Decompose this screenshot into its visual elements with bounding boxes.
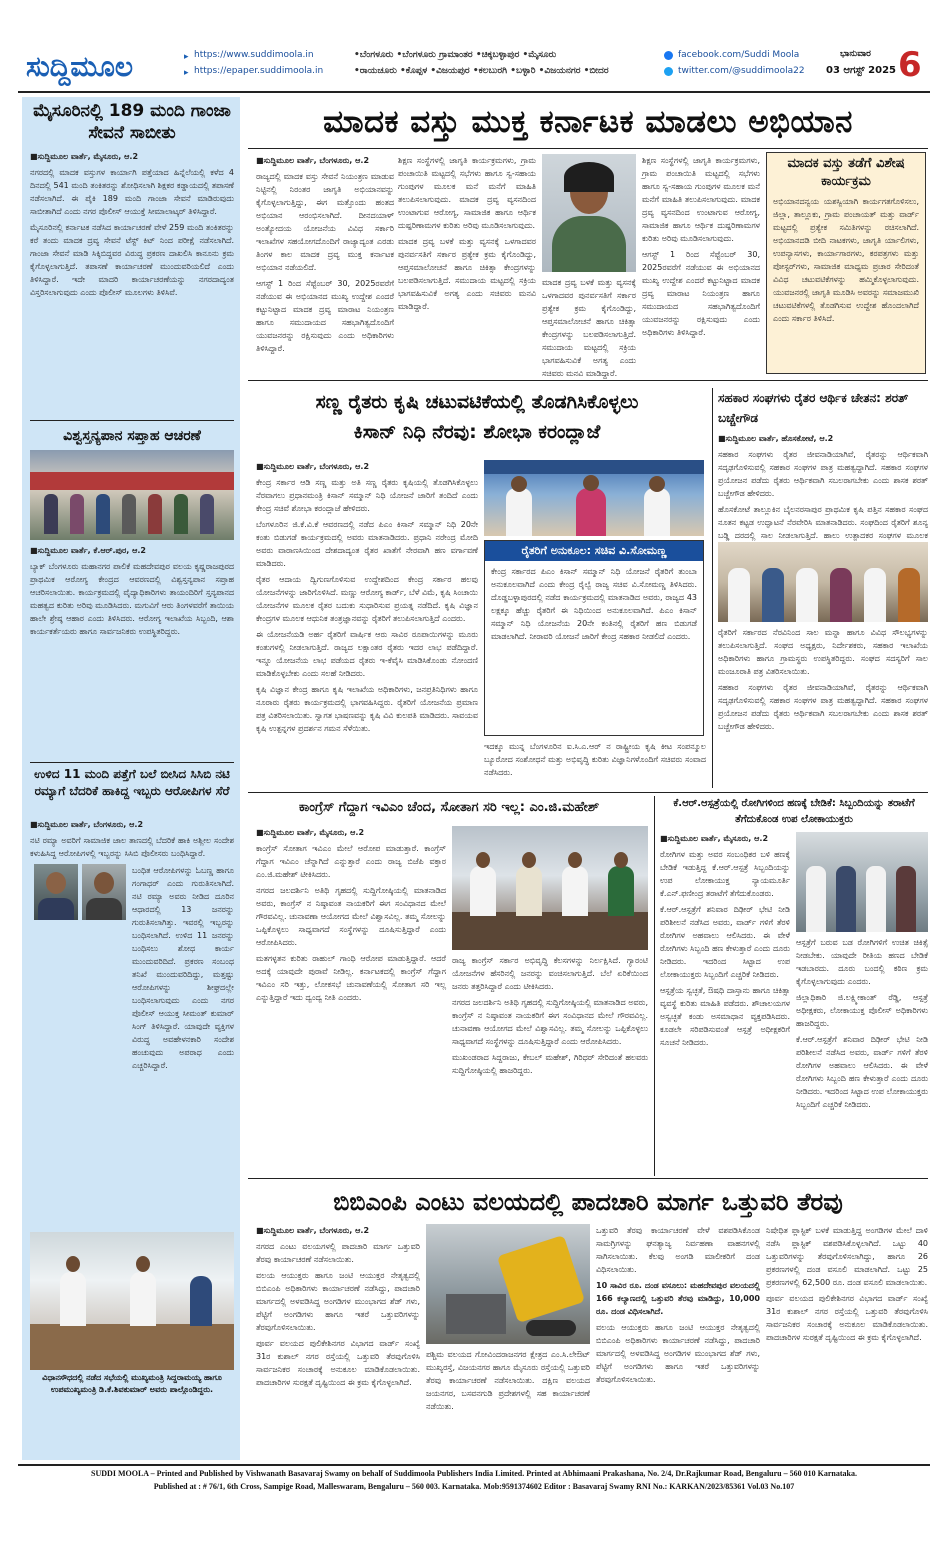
- special-program-box: [766, 152, 926, 374]
- paragraph: ಸಹಕಾರ ಸಂಘಗಳು ರೈತರ ಜೀವನಾಡಿಯಾಗಿವೆ, ರೈತರನ್ನು ಆರ್ಥಿಕವಾಗಿ ಸದೃಢಗೊಳಿಸುವಲ್ಲಿ ಸಹಕಾರ ಸಂಘಗಳ ಪಾತ್ರ ಮಹತ್ವದ್ದಾಗಿದೆ. ಸಹಕಾರ ಸಂಘಗಳ ಪ್ರಯೋಜನ ಪಡೆದು ರೈತರು ಆರ್ಥಿಕವಾಗಿ ಸಬಲರಾಗಬೇಕು ಎಂದು ಶಾಸಕ ಶರತ್ ಬಚ್ಚೇಗೌಡ ಹೇಳಿದರು.: [718, 683, 928, 731]
- kr-story-col2: [796, 936, 928, 1170]
- issue-day: ಭಾನುವಾರ: [840, 49, 871, 59]
- paragraph: ಶಿಕ್ಷಣ ಸಂಸ್ಥೆಗಳಲ್ಲಿ ಜಾಗೃತಿ ಕಾರ್ಯಕ್ರಮಗಳು, ಗ್ರಾಮ ಪಂಚಾಯಿತಿ ಮಟ್ಟದಲ್ಲಿ ಸಭೆಗಳು ಹಾಗೂ ಸ್ವ-ಸಹಾಯ ಗುಂಪುಗಳ ಮೂಲಕ ಮನೆ ಮನೆಗೆ ಮಾಹಿತಿ ತಲುಪಿಸಲಾಗುವುದು. ಮಾದಕ ದ್ರವ್ಯ ವ್ಯಸನದಿಂದ ಉಂಟಾಗುವ ಆರೋಗ್ಯ, ಸಾಮಾಜಿಕ ಹಾಗೂ ಆರ್ಥಿಕ ದುಷ್ಪರಿಣಾಮಗಳ ಕುರಿತು ಅರಿವು ಮೂಡಿಸಲಾಗುವುದು.: [642, 156, 760, 243]
- imprint-line-1: SUDDI MOOLA – Printed and Published by Vishwanath Basavaraj Swamy on behalf of Suddimoola Publishers India Limited. Printed at Abhimaani Prakashana, No. 2/4, Dr.Rajkumar Road, Bengaluru – 560 010 Karnataka.: [91, 1469, 857, 1478]
- left-story1-body: [30, 150, 234, 414]
- paragraph: ನಿಷೇಧಿತ ಪ್ಲಾಸ್ಟಿಕ್ ಬಳಕೆ ಮಾಡುತ್ತಿದ್ದ ಅಂಗಡಿಗಳ ಮೇಲೆ ದಾಳಿ ನಡೆಸಿ ಪ್ಲಾಸ್ಟಿಕ್ ವಶಪಡಿಸಿಕೊಳ್ಳಲಾಗಿದೆ. ಒಟ್ಟು 40 ಒತ್ತುವರಿಗಳನ್ನು ತೆರವುಗೊಳಿಸಲಾಗಿದ್ದು, ಹಾಗೂ 26 ಪ್ರಕರಣಗಳಲ್ಲಿ ದಂಡ ವಸೂಲಿ ಮಾಡಲಾಗಿದೆ. ಒಟ್ಟು 25 ಪ್ರಕರಣಗಳಲ್ಲಿ 62,500 ರೂ. ದಂಡ ವಸೂಲಿ ಮಾಡಲಾಯಿತು.: [766, 1226, 928, 1287]
- paragraph: ಕೆ.ಆರ್.ಆಸ್ಪತ್ರೆಗೆ ಶನಿವಾರ ದಿಢೀರ್ ಭೇಟಿ ನೀಡಿ ಪರಿಶೀಲನೆ ನಡೆಸಿದ ಅವರು, ವಾರ್ಡ್ ಗಳಿಗೆ ತೆರಳಿ ರೋಗಿಗಳ ಅಹವಾಲು ಆಲಿಸಿದರು. ಈ ವೇಳೆ ರೋಗಿಗಳು ಸಿಬ್ಬಂದಿ ಹಣ ಕೇಳುತ್ತಾರೆ ಎಂದು ದೂರು ನೀಡಿದರು. ಇದರಿಂದ ಸಿಟ್ಟಾದ ಉಪ ಲೋಕಾಯುಕ್ತರು ಸಿಬ್ಬಂದಿಗೆ ಎಚ್ಚರಿಕೆ ನೀಡಿದರು.: [660, 905, 790, 979]
- edition-cities-row1: •ಬೆಂಗಳೂರು •ಬೆಂಗಳೂರು ಗ್ರಾಮಾಂತರ •ಚಿಕ್ಕಬಳ್ಳಾಪುರ •ಮೈಸೂರು: [354, 50, 557, 60]
- paragraph: ಮುಖಂಡರಾದ ಸಿದ್ದರಾಜು, ಕೇಬಲ್ ಮಹೇಶ್, ಗಿರಿಧರ್ ಸೇರಿದಂತೆ ಹಲವರು ಸುದ್ದಿಗೋಷ್ಠಿಯಲ್ಲಿ ಹಾಜರಿದ್ದರು.: [452, 1053, 648, 1075]
- bbmp-story-col4: [766, 1224, 928, 1460]
- globe-icon: ▸: [184, 52, 189, 62]
- twitter-link[interactable]: twitter.com/@suddimoola22: [678, 66, 805, 76]
- bbmp-story-col1: [256, 1224, 420, 1460]
- demolition-photo: [426, 1224, 590, 1344]
- imprint-line-2: Published at : # 76/1, 6th Cross, Sampige Road, Malleswaram, Bengaluru – 560 003. Karnataka. Mob:9591374602 Editor : Basavaraj Swamy RNI No.: KARKAN/2023/85361 Vol.03 No.107: [153, 1482, 795, 1491]
- dateline: ■ಸುದ್ದಿಮೂಲ ವಾರ್ತೆ, ಬೆಂಗಳೂರು, ಆ.2: [256, 462, 370, 471]
- facebook-link[interactable]: facebook.com/Suddi Moola: [678, 50, 800, 60]
- paragraph: ಆಸ್ಪತ್ರೆಯ ಸ್ವಚ್ಛತೆ, ಔಷಧಿ ದಾಸ್ತಾನು ಹಾಗೂ ಚಿಕಿತ್ಸಾ ವ್ಯವಸ್ಥೆ ಕುರಿತು ಮಾಹಿತಿ ಪಡೆದರು. ಶೌಚಾಲಯಗಳ ಅಸ್ವಚ್ಛತೆ ಕಂಡು ಅಸಮಾಧಾನ ವ್ಯಕ್ತಪಡಿಸಿದರು. ಕೂಡಲೇ ಸರಿಪಡಿಸುವಂತೆ ಆಸ್ಪತ್ರೆ ಅಧೀಕ್ಷಕರಿಗೆ ಸೂಚನೆ ನೀಡಿದರು.: [660, 986, 790, 1047]
- paragraph: ಬಂಧಿತ ಆರೋಪಿಗಳನ್ನು ಓಬಣ್ಣ ಹಾಗೂ ಗಂಗಾಧರ್ ಎಂದು ಗುರುತಿಸಲಾಗಿದೆ. ನಟಿ ರಮ್ಯಾ ಅವರು ನೀಡಿದ ದೂರಿನ ಆಧಾರದಲ್ಲಿ 13 ಜನರನ್ನು ಗುರುತಿಸಲಾಗಿತ್ತು. ಇವರಲ್ಲಿ ಇಬ್ಬರನ್ನು ಬಂಧಿಸಲಾಗಿದೆ. ಉಳಿದ 11 ಜನರನ್ನು ಬಂಧಿಸಲು ಶೋಧ ಕಾರ್ಯ ಮುಂದುವರಿದಿದೆ. ಪ್ರಕರಣ ಸಂಬಂಧ ತನಿಖೆ ಮುಂದುವರಿದಿದ್ದು, ಮತ್ತಷ್ಟು ಆರೋಪಿಗಳನ್ನು ಶೀಘ್ರದಲ್ಲೇ ಬಂಧಿಸಲಾಗುವುದು ಎಂದು ನಗರ ಪೊಲೀಸ್ ಆಯುಕ್ತ ಸೀಮಂತ್ ಕುಮಾರ್ ಸಿಂಗ್ ತಿಳಿಸಿದ್ದಾರೆ. ಯಾವುದೇ ವ್ಯಕ್ತಿಗಳ ವಿರುದ್ಧ ಅವಹೇಳನಕಾರಿ ಸಂದೇಶ ಹಂಚುವುದು ಅಪರಾಧ ಎಂದು ಎಚ್ಚರಿಸಿದ್ದಾರೆ.: [132, 866, 234, 1070]
- kisan-headline-line2: ಕಿಸಾನ್ ನಿಧಿ ನೆರವು: ಶೋಭಾ ಕರಂದ್ಲಾಜೆ: [353, 421, 601, 443]
- paragraph: ಮತಗಳ್ಳತನ ಕುರಿತು ರಾಹುಲ್ ಗಾಂಧಿ ಆರೋಪ ಮಾಡುತ್ತಿದ್ದಾರೆ. ಆದರೆ ಅದಕ್ಕೆ ಯಾವುದೇ ಪುರಾವೆ ನೀಡಿಲ್ಲ. ಕರ್ನಾಟಕದಲ್ಲಿ ಕಾಂಗ್ರೆಸ್ ಗೆದ್ದಾಗ ಇವಿಎಂ ಸರಿ ಇತ್ತು, ಲೋಕಸಭೆ ಚುನಾವಣೆಯಲ್ಲಿ ಸೋತಾಗ ಸರಿ ಇಲ್ಲ ಎನ್ನುತ್ತಿದ್ದಾರೆ ಇದು ದ್ವಂದ್ವ ನೀತಿ ಎಂದರು.: [256, 954, 446, 1002]
- congress-headline: ಕಾಂಗ್ರೆಸ್ ಗೆದ್ದಾಗ ಇವಿಎಂ ಚೆಂದ, ಸೋತಾಗ ಸರಿ ಇಲ್ಲ: ಎಂ.ಜಿ.ಮಹೇಶ್: [298, 800, 600, 815]
- dateline: ■ಸುದ್ದಿಮೂಲ ವಾರ್ತೆ, ಹೊಸಕೋಟೆ, ಆ.2: [718, 434, 834, 443]
- coop-story-bottom: [718, 626, 928, 786]
- edition-cities-row2: •ರಾಯಚೂರು •ಕೊಪ್ಪಳ •ವಿಜಯಪುರ •ಕಲಬುರಗಿ •ಬಳ್ಳಾರಿ •ವಿಜಯನಗರ •ಬೀದರ: [354, 66, 609, 76]
- paragraph: ಪಶ್ಚಿಮ ವಲಯದ ಗೋವಿಂದರಾಜನಗರ ಕ್ಷೇತ್ರದ ಎಂ.ಸಿ.ಲೇಔಟ್ ಮುಖ್ಯರಸ್ತೆ, ವಿಜಯನಗರ ಹಾಗೂ ಮೈಸೂರು ರಸ್ತೆಯಲ್ಲಿ ಒತ್ತುವರಿ ತೆರವು ಕಾರ್ಯಾಚರಣೆ ನಡೆಸಲಾಯಿತು. ದಕ್ಷಿಣ ವಲಯದ ಜಯನಗರ, ಬಸವನಗುಡಿ ಪ್ರದೇಶಗಳಲ್ಲಿ ಸಹ ಕಾರ್ಯಾಚರಣೆ ನಡೆಯಿತು.: [426, 1350, 590, 1411]
- paragraph: ಬ್ಯಾಕ್ ಬೆಂಗಳೂರು ಮಹಾನಗರ ಪಾಲಿಕೆ ಮಹದೇವಪುರ ವಲಯ ಕೃಷ್ಣರಾಜಪುರದ ಪ್ರಾಥಮಿಕ ಆರೋಗ್ಯ ಕೇಂದ್ರದ ಆವರಣದಲ್ಲಿ ವಿಶ್ವಸ್ತನ್ಯಪಾನ ಸಪ್ತಾಹ ಆಚರಿಸಲಾಯಿತು. ಕಾರ್ಯಕ್ರಮದಲ್ಲಿ ವೈದ್ಯಾಧಿಕಾರಿಗಳು ತಾಯಂದಿರಿಗೆ ಸ್ತನ್ಯಪಾನದ ಮಹತ್ವದ ಕುರಿತು ಅರಿವು ಮೂಡಿಸಿದರು. ಮಗುವಿಗೆ ಆರು ತಿಂಗಳವರೆಗೆ ತಾಯಿಯ ಹಾಲೇ ಶ್ರೇಷ್ಠ ಆಹಾರ ಎಂದು ತಿಳಿಸಿದರು. ಆರೋಗ್ಯ ಇಲಾಖೆಯ ಸಿಬ್ಬಂದಿ, ಆಶಾ ಕಾರ್ಯಕರ್ತೆಯರು ಹಾಗೂ ಸಾರ್ವಜನಿಕರು ಉಪಸ್ಥಿತರಿದ್ದರು.: [30, 562, 234, 636]
- kisan-headline-line1: ಸಣ್ಣ ರೈತರು ಕೃಷಿ ಚಟುವಟಿಕೆಯಲ್ಲಿ ತೊಡಗಿಸಿಕೊಳ್ಳಲು: [315, 391, 639, 413]
- dateline: ■ಸುದ್ದಿಮೂಲ ವಾರ್ತೆ, ಬೆಂಗಳೂರು, ಆ.2: [30, 820, 144, 829]
- left-story3-headline: ಉಳಿದ 11 ಮಂದಿ ಪತ್ತೆಗೆ ಬಲೆ ಬೀಸಿದ ಸಿಸಿಬಿ ನಟಿ ರಮ್ಯಾಗೆ ಬೆದರಿಕೆ ಹಾಕಿದ್ದ ಇಬ್ಬರು ಆರೋಪಿಗಳ ಸೆರೆ: [34, 767, 230, 798]
- paragraph: ರೋಗಿಗಳ ಮತ್ತು ಅವರ ಸಂಬಂಧಿಕರ ಬಳಿ ಹಣಕ್ಕೆ ಬೇಡಿಕೆ ಇಡುತ್ತಿದ್ದ ಕೆ.ಆರ್.ಆಸ್ಪತ್ರೆ ಸಿಬ್ಬಂದಿಯನ್ನು ಉಪ ಲೋಕಾಯುಕ್ತ ನ್ಯಾಯಮೂರ್ತಿ ಕೆ.ಎನ್.ಫಣೀಂದ್ರ ತರಾಟೆಗೆ ತೆಗೆದುಕೊಂಡರು.: [660, 850, 790, 898]
- main-story-col2: [398, 154, 536, 372]
- website-link[interactable]: https://www.suddimoola.in: [194, 50, 314, 60]
- box-body: ಅಭಿಯಾನದನ್ವಯ ಯಶಸ್ವಿಯಾಗಿ ಕಾರ್ಯಗತಗೊಳಿಸಲು, ಜಿಲ್ಲಾ, ತಾಲ್ಲೂಕು, ಗ್ರಾಮ ಪಂಚಾಯತ್ ಮತ್ತು ವಾರ್ಡ್ ಮಟ್ಟದಲ್ಲಿ ಪ್ರತ್ಯೇಕ ಸಮಿತಿಗಳನ್ನು ರಚಿಸಲಾಗಿದೆ. ಅಭಿಯಾನದಡಿ ಬೀದಿ ನಾಟಕಗಳು, ಜಾಗೃತಿ ರ್ಯಾಲಿಗಳು, ಉಪನ್ಯಾಸಗಳು, ಕಾರ್ಯಾಗಾರಗಳು, ಕರಪತ್ರಗಳು ಮತ್ತು ಪೋಸ್ಟರ್‌ಗಳು, ಸಾಮಾಜಿಕ ಮಾಧ್ಯಮ ಪ್ರಚಾರ ಸೇರಿದಂತೆ ವಿವಿಧ ಚಟುವಟಿಕೆಗಳನ್ನು ಹಮ್ಮಿಕೊಳ್ಳಲಾಗುವುದು. ಯುವಜನರಲ್ಲಿ ಜಾಗೃತಿ ಮೂಡಿಸಿ ಅವರನ್ನು ಸಮಾಜಮುಖಿ ಚಟುವಟಿಕೆಗಳಲ್ಲಿ ತೊಡಗಿಸುವ ಉದ್ದೇಶ ಹೊಂದಲಾಗಿದೆ ಎಂದು ಸರ್ಕಾರ ತಿಳಿಸಿದೆ.: [773, 197, 919, 323]
- dateline: ■ಸುದ್ದಿಮೂಲ ವಾರ್ತೆ, ಮೈಸೂರು, ಆ.2: [660, 834, 769, 843]
- paragraph: ವಲಯ ಆಯುಕ್ತರು ಹಾಗೂ ಜಂಟಿ ಆಯುಕ್ತರ ನೇತೃತ್ವದಲ್ಲಿ ಬಿಬಿಎಂಪಿ ಅಧಿಕಾರಿಗಳು ಕಾರ್ಯಾಚರಣೆ ನಡೆಸಿದ್ದು, ಪಾದಚಾರಿ ಮಾರ್ಗದಲ್ಲಿ ಅಳವಡಿಸಿದ್ದ ಅಂಗಡಿಗಳ ಮುಂಭಾಗದ ಶೆಡ್ ಗಳು, ಪೆಟ್ಟಿಗೆ ಅಂಗಡಿಗಳು ಹಾಗೂ ಇತರೆ ಒತ್ತುವರಿಗಳನ್ನು ತೆರವುಗೊಳಿಸಲಾಯಿತು.: [596, 1323, 760, 1384]
- paragraph: ಹೊಸಕೋಟೆ ತಾಲ್ಲೂಕಿನ ಬೈಲನರಸಾಪುರ ಪ್ರಾಥಮಿಕ ಕೃಷಿ ಪತ್ತಿನ ಸಹಕಾರ ಸಂಘದ ನೂತನ ಕಟ್ಟಡ ಉದ್ಘಾಟನೆ ನೆರವೇರಿಸಿ ಮಾತನಾಡಿದರು. ಸಂಘದಿಂದ ರೈತರಿಗೆ ಶೂನ್ಯ ಬಡ್ಡಿ ದರದಲ್ಲಿ ಸಾಲ ನೀಡಲಾಗುತ್ತಿದೆ. ಹಾಲು ಉತ್ಪಾದಕರ ಸಂಘಗಳ ಮೂಲಕ: [718, 505, 928, 540]
- left-story3-body: [30, 864, 234, 1224]
- main-story-col1: [256, 154, 394, 372]
- twitter-icon: [664, 67, 673, 76]
- kr-hospital-headline: ಕೆ.ಆರ್.ಆಸ್ಪತ್ರೆಯಲ್ಲಿ ರೋಗಿಗಳಿಂದ ಹಣಕ್ಕೆ ಬೇಡಿಕೆ: ಸಿಬ್ಬಂದಿಯನ್ನು ತರಾಟೆಗೆ ತೆಗೆದುಕೊಂಡ ಉಪ ಲೋಕಾಯುಕ್ತರು: [673, 798, 915, 825]
- box-headline: ಮಾದಕ ವಸ್ತು ತಡೆಗೆ ವಿಶೇಷ ಕಾರ್ಯಕ್ರಮ: [787, 156, 905, 189]
- congress-story-col2: [452, 954, 648, 1170]
- side-box-body: ಕೇಂದ್ರ ಸರ್ಕಾರದ ಪಿಎಂ ಕಿಸಾನ್ ಸಮ್ಮಾನ್ ನಿಧಿ ಯೋಜನೆ ರೈತರಿಗೆ ತುಂಬಾ ಅನುಕೂಲವಾಗಿದೆ ಎಂದು ಕೇಂದ್ರ ರೈಲ್ವೆ ರಾಜ್ಯ ಸಚಿವ ವಿ.ಸೋಮಣ್ಣ ತಿಳಿಸಿದರು. ದೊಡ್ಡಬಳ್ಳಾಪುರದಲ್ಲಿ ನಡೆದ ಕಾರ್ಯಕ್ರಮದಲ್ಲಿ ಮಾತನಾಡಿದ ಅವರು, ರಾಜ್ಯದ 43 ಲಕ್ಷಕ್ಕೂ ಹೆಚ್ಚು ರೈತರಿಗೆ ಈ ನಿಧಿಯಿಂದ ಅನುಕೂಲವಾಗಿದೆ. ಪಿಎಂ ಕಿಸಾನ್ ಸಮ್ಮಾನ್ ನಿಧಿ ಯೋಜನೆಯ 20ನೇ ಕಂತಿನಲ್ಲಿ ರೈತರಿಗೆ ಹಣ ಬಿಡುಗಡೆ ಮಾಡಲಾಗಿದೆ. ನೀರಾವರಿ ಯೋಜನೆ ಜಾರಿಗೆ ಕೇಂದ್ರ ಸಹಕಾರ ನೀಡಲಿದೆ ಎಂದರು.: [491, 567, 697, 641]
- paragraph: ನಗರದ ಜಲದರ್ಶಿನಿ ಅತಿಥಿ ಗೃಹದಲ್ಲಿ ಸುದ್ದಿಗೋಷ್ಠಿಯಲ್ಲಿ ಮಾತನಾಡಿದ ಅವರು, ಕಾಂಗ್ರೆಸ್ ನ ನಿಷ್ಠಾವಂತ ನಾಯಕರಿಗೆ ಈಗ ಸಂವಿಧಾನದ ಮೇಲೆ ಗೌರವವಿಲ್ಲ. ಚುನಾವಣಾ ಆಯೋಗದ ಮೇಲೆ ವಿಶ್ವಾಸವಿಲ್ಲ. ತಮ್ಮ ಸೋಲನ್ನು ಒಪ್ಪಿಕೊಳ್ಳಲು ಸಾಧ್ಯವಾಗದೆ ಸಂಸ್ಥೆಗಳನ್ನು ದೂಷಿಸುತ್ತಿದ್ದಾರೆ ಎಂದು ಆರೋಪಿಸಿದರು.: [452, 998, 648, 1046]
- paragraph: ರಾಜ್ಯದಲ್ಲಿ ಮಾದಕ ವಸ್ತು ಸೇವನೆ ನಿಯಂತ್ರಣ ಮಾಡುವ ನಿಟ್ಟಿನಲ್ಲಿ ನಿರಂತರ ಜಾಗೃತಿ ಅಭಿಯಾನವನ್ನು ಕೈಗೊಳ್ಳಲಾಗುತ್ತಿದ್ದು, ಈಗ ಮತ್ತೊಂದು ಹಂತದ ಅಭಿಯಾನ ಆರಂಭಿಸಲಾಗಿದೆ. ದೀನದಯಾಳ್ ಅಂತ್ಯೋದಯ ಯೋಜನೆಯ ವಿವಿಧ ಸರ್ಕಾರಿ ಇಲಾಖೆಗಳ ಸಹಯೋಗದೊಂದಿಗೆ ರಾಜ್ಯಾದ್ಯಂತ ಎರಡು ತಿಂಗಳ ಕಾಲ ಮಾದಕ ದ್ರವ್ಯ ಮುಕ್ತ ಕರ್ನಾಟಕ ಅಭಿಯಾನ ನಡೆಯಲಿದೆ.: [256, 172, 394, 272]
- paragraph: ನಟಿ ರಮ್ಯಾ ಅವರಿಗೆ ಸಾಮಾಜಿಕ ಜಾಲ ತಾಣದಲ್ಲಿ ಬೆದರಿಕೆ ಹಾಕಿ ಅಶ್ಲೀಲ ಸಂದೇಶ ಕಳುಹಿಸಿದ್ದ ಆರೋಪಿಗಳಲ್ಲಿ ಇಬ್ಬರನ್ನು ಸಿಸಿಬಿ ಪೊಲೀಸರು ಬಂಧಿಸಿದ್ದಾರೆ.: [30, 836, 234, 858]
- paragraph: ಶಿಕ್ಷಣ ಸಂಸ್ಥೆಗಳಲ್ಲಿ ಜಾಗೃತಿ ಕಾರ್ಯಕ್ರಮಗಳು, ಗ್ರಾಮ ಪಂಚಾಯಿತಿ ಮಟ್ಟದಲ್ಲಿ ಸಭೆಗಳು ಹಾಗೂ ಸ್ವ-ಸಹಾಯ ಗುಂಪುಗಳ ಮೂಲಕ ಮನೆ ಮನೆಗೆ ಮಾಹಿತಿ ತಲುಪಿಸಲಾಗುವುದು. ಮಾದಕ ದ್ರವ್ಯ ವ್ಯಸನದಿಂದ ಉಂಟಾಗುವ ಆರೋಗ್ಯ, ಸಾಮಾಜಿಕ ಹಾಗೂ ಆರ್ಥಿಕ ದುಷ್ಪರಿಣಾಮಗಳ ಕುರಿತು ಅರಿವು ಮೂಡಿಸಲಾಗುವುದು.: [398, 156, 536, 230]
- paragraph: ರೈತರ ಆದಾಯ ದ್ವಿಗುಣಗೊಳಿಸುವ ಉದ್ದೇಶದಿಂದ ಕೇಂದ್ರ ಸರ್ಕಾರ ಹಲವು ಯೋಜನೆಗಳನ್ನು ಜಾರಿಗೊಳಿಸಿದೆ. ಮಣ್ಣು ಆರೋಗ್ಯ ಕಾರ್ಡ್, ಬೆಳೆ ವಿಮೆ, ಕೃಷಿ ಸಿಂಚಾಯಿ ಯೋಜನೆಗಳ ಮೂಲಕ ರೈತರ ಬದುಕು ಸುಧಾರಿಸುವ ಪ್ರಯತ್ನ ನಡೆದಿದೆ. ಕೃಷಿ ವಿಜ್ಞಾನ ಕೇಂದ್ರಗಳ ಮೂಲಕ ಆಧುನಿಕ ತಂತ್ರಜ್ಞಾನವನ್ನು ರೈತರಿಗೆ ತಲುಪಿಸಲಾಗುತ್ತಿದೆ ಎಂದರು.: [256, 575, 478, 623]
- hospital-visit-photo: [796, 832, 928, 932]
- paragraph: ಒತ್ತುವರಿ ತೆರವು ಕಾರ್ಯಾಚರಣೆ ವೇಳೆ ವಶಪಡಿಸಿಕೊಂಡ ಸಾಮಗ್ರಿಗಳನ್ನು ಘನತ್ಯಾಜ್ಯ ನಿರ್ವಹಣಾ ವಾಹನಗಳಲ್ಲಿ ಸಾಗಿಸಲಾಯಿತು. ಕೆಲವು ಅಂಗಡಿ ಮಾಲೀಕರಿಗೆ ದಂಡ ವಿಧಿಸಲಾಯಿತು.: [596, 1226, 760, 1274]
- paragraph: ಆಸ್ಪತ್ರೆಗೆ ಬರುವ ಬಡ ರೋಗಿಗಳಿಗೆ ಉಚಿತ ಚಿಕಿತ್ಸೆ ನೀಡಬೇಕು. ಯಾವುದೇ ರೀತಿಯ ಹಣದ ಬೇಡಿಕೆ ಇಡಬಾರದು. ದೂರು ಬಂದಲ್ಲಿ ಕಠಿಣ ಕ್ರಮ ಕೈಗೊಳ್ಳಲಾಗುವುದು ಎಂದರು.: [796, 938, 928, 986]
- paragraph: ವಲಯ ಆಯುಕ್ತರು ಹಾಗೂ ಜಂಟಿ ಆಯುಕ್ತರ ನೇತೃತ್ವದಲ್ಲಿ ಬಿಬಿಎಂಪಿ ಅಧಿಕಾರಿಗಳು ಕಾರ್ಯಾಚರಣೆ ನಡೆಸಿದ್ದು, ಪಾದಚಾರಿ ಮಾರ್ಗದಲ್ಲಿ ಅಳವಡಿಸಿದ್ದ ಅಂಗಡಿಗಳ ಮುಂಭಾಗದ ಶೆಡ್ ಗಳು, ಪೆಟ್ಟಿಗೆ ಅಂಗಡಿಗಳು ಹಾಗೂ ಇತರೆ ಒತ್ತುವರಿಗಳನ್ನು ತೆರವುಗೊಳಿಸಲಾಯಿತು.: [256, 1271, 420, 1332]
- dateline: ■ಸುದ್ದಿಮೂಲ ವಾರ್ತೆ, ಬೆಂಗಳೂರು, ಆ.2: [256, 156, 370, 165]
- paragraph: ಈ ಯೋಜನೆಯಡಿ ಅರ್ಹ ರೈತರಿಗೆ ವಾರ್ಷಿಕ ಆರು ಸಾವಿರ ರೂಪಾಯಿಗಳನ್ನು ಮೂರು ಕಂತುಗಳಲ್ಲಿ ನೀಡಲಾಗುತ್ತಿದೆ. ರಾಜ್ಯದ ಲಕ್ಷಾಂತರ ರೈತರು ಇದರ ಲಾಭ ಪಡೆದಿದ್ದಾರೆ. ಇನ್ನೂ ಯೋಜನೆಯ ಲಾಭ ಪಡೆಯದ ರೈತರು ಇ-ಕೆವೈಸಿ ಮಾಡಿಸಿಕೊಂಡು ನೋಂದಣಿ ಮಾಡಿಕೊಳ್ಳಬೇಕು ಎಂದು ಸಲಹೆ ನೀಡಿದರು.: [256, 630, 478, 678]
- paragraph: ಮಾದಕ ದ್ರವ್ಯ ಬಳಕೆ ಮತ್ತು ವ್ಯಸನಕ್ಕೆ ಒಳಗಾದವರ ಪುನರ್ವಸತಿಗೆ ಸರ್ಕಾರ ಪ್ರತ್ಯೇಕ ಕ್ರಮ ಕೈಗೊಂಡಿದ್ದು, ಆಪ್ತಸಮಾಲೋಚನೆ ಹಾಗೂ ಚಿಕಿತ್ಸಾ ಕೇಂದ್ರಗಳನ್ನು ಬಲಪಡಿಸಲಾಗುತ್ತಿದೆ. ಸಮುದಾಯ ಮಟ್ಟದಲ್ಲಿ ಸಕ್ರಿಯ ಭಾಗವಹಿಸುವಿಕೆ ಅಗತ್ಯ ಎಂದು ಸಚಿವರು ಮನವಿ ಮಾಡಿದ್ದಾರೆ.: [398, 237, 536, 311]
- paragraph: ಇದಕ್ಕೂ ಮುನ್ನ ಬೆಂಗಳೂರಿನ ಐ.ಸಿ.ಎ.ಆರ್ ನ ರಾಷ್ಟ್ರೀಯ ಕೃಷಿ ಕೀಟ ಸಂಪನ್ಮೂಲ ಬ್ಯೂರೋದ ಸಂಶೋಧನೆ ಮತ್ತು ಅಭಿವೃದ್ಧಿ ಕುರಿತು ವಿಜ್ಞಾನಿಗಳೊಂದಿಗೆ ಸಚಿವರು ಸಂವಾದ ನಡೆಸಿದರು.: [484, 742, 706, 777]
- paragraph: ರೈತರಿಗೆ ಸರ್ಕಾರದ ನೆರವಿನಿಂದ ಸಾಲ ಮನ್ನಾ ಹಾಗೂ ವಿವಿಧ ಸೌಲಭ್ಯಗಳನ್ನು ತಲುಪಿಸಲಾಗುತ್ತಿದೆ. ಸಂಘದ ಅಧ್ಯಕ್ಷರು, ನಿರ್ದೇಶಕರು, ಸಹಕಾರ ಇಲಾಖೆಯ ಅಧಿಕಾರಿಗಳು ಹಾಗೂ ಗ್ರಾಮಸ್ಥರು ಉಪಸ್ಥಿತರಿದ್ದರು. ಸಂಘದ ಸದಸ್ಯರಿಗೆ ಸಾಲ ಮಂಜೂರಾತಿ ಪತ್ರ ವಿತರಿಸಲಾಯಿತು.: [718, 628, 928, 676]
- coop-headline: ಸಹಕಾರ ಸಂಘಗಳು ರೈತರ ಆರ್ಥಿಕ ಚೇತನ: ಶರತ್ ಬಚ್ಚೇಗೌಡ: [718, 391, 909, 425]
- paragraph: ಕೃಷಿ ವಿಜ್ಞಾನ ಕೇಂದ್ರ ಹಾಗೂ ಕೃಷಿ ಇಲಾಖೆಯ ಅಧಿಕಾರಿಗಳು, ಜನಪ್ರತಿನಿಧಿಗಳು ಹಾಗೂ ನೂರಾರು ರೈತರು ಕಾರ್ಯಕ್ರಮದಲ್ಲಿ ಭಾಗವಹಿಸಿದ್ದರು. ರೈತರಿಗೆ ಯೋಜನೆಯ ಪ್ರಮಾಣ ಪತ್ರ ವಿತರಿಸಲಾಯಿತು. ಸ್ವಾಗತ ಭಾಷಣವನ್ನು ಕೃಷಿ ವಿವಿ ಕುಲಪತಿ ಮಾಡಿದರು. ಸಾವಯವ ಕೃಷಿ ಉತ್ಪನ್ನಗಳ ಪ್ರದರ್ಶನ ಗಮನ ಸೆಳೆಯಿತು.: [256, 685, 478, 733]
- congress-story-col1: [256, 826, 446, 1170]
- side-box-headline: ರೈತರಿಗೆ ಅನುಕೂಲ: ಸಚಿವ ವಿ.ಸೋಮಣ್ಣ: [485, 541, 703, 561]
- paragraph: ರಾಜ್ಯ ಕಾಂಗ್ರೆಸ್ ಸರ್ಕಾರ ಅಭಿವೃದ್ಧಿ ಕೆಲಸಗಳನ್ನು ನಿರ್ಲಕ್ಷಿಸಿದೆ. ಗ್ಯಾರಂಟಿ ಯೋಜನೆಗಳ ಹೆಸರಿನಲ್ಲಿ ಜನರನ್ನು ವಂಚಿಸಲಾಗುತ್ತಿದೆ. ಬೆಲೆ ಏರಿಕೆಯಿಂದ ಜನರು ತತ್ತರಿಸಿದ್ದಾರೆ ಎಂದು ಟೀಕಿಸಿದರು.: [452, 956, 648, 991]
- highlight-paragraph: 10 ಸಾವಿರ ರೂ. ದಂಡ ವಸೂಲು: ಮಹದೇವಪುರ ವಲಯದಲ್ಲಿ 166 ಕಲ್ಯಾಣದಲ್ಲಿ ಒತ್ತುವರಿ ತೆರವು ಮಾಡಿದ್ದು, 10,000 ರೂ. ದಂಡ ವಿಧಿಸಲಾಗಿದೆ.: [596, 1281, 760, 1316]
- logo: ಸುದ್ದಿಮೂಲ: [26, 50, 134, 83]
- dateline: ■ಸುದ್ದಿಮೂಲ ವಾರ್ತೆ, ಮೈಸೂರು, ಆ.2: [256, 828, 365, 837]
- left-story2-body: [30, 544, 234, 756]
- press-meet-photo: [452, 826, 648, 950]
- main-headline: ಮಾದಕ ವಸ್ತು ಮುಕ್ತ ಕರ್ನಾಟಕ ಮಾಡಲು ಅಭಿಯಾನ: [323, 104, 853, 140]
- bbmp-headline: ಬಿಬಿಎಂಪಿ ಎಂಟು ವಲಯದಲ್ಲಿ ಪಾದಚಾರಿ ಮಾರ್ಗ ಒತ್ತುವರಿ ತೆರವು: [333, 1188, 843, 1216]
- kisan-story-col1: [256, 460, 478, 760]
- kisan-event-photo: [484, 460, 704, 536]
- epaper-link[interactable]: https://epaper.suddimoola.in: [194, 66, 324, 76]
- paragraph: ನಗರದ ಜಲದರ್ಶಿನಿ ಅತಿಥಿ ಗೃಹದಲ್ಲಿ ಸುದ್ದಿಗೋಷ್ಠಿಯಲ್ಲಿ ಮಾತನಾಡಿದ ಅವರು, ಕಾಂಗ್ರೆಸ್ ನ ನಿಷ್ಠಾವಂತ ನಾಯಕರಿಗೆ ಈಗ ಸಂವಿಧಾನದ ಮೇಲೆ ಗೌರವವಿಲ್ಲ. ಚುನಾವಣಾ ಆಯೋಗದ ಮೇಲೆ ವಿಶ್ವಾಸವಿಲ್ಲ. ತಮ್ಮ ಸೋಲನ್ನು ಒಪ್ಪಿಕೊಳ್ಳಲು ಸಾಧ್ಯವಾಗದೆ ಸಂಸ್ಥೆಗಳನ್ನು ದೂಷಿಸುತ್ತಿದ್ದಾರೆ ಎಂದು ಆರೋಪಿಸಿದರು.: [256, 886, 446, 947]
- minister-portrait: [542, 154, 636, 272]
- dateline: ■ಸುದ್ದಿಮೂಲ ವಾರ್ತೆ, ಮೈಸೂರು, ಆ.2: [30, 152, 139, 161]
- facebook-icon: [664, 51, 673, 60]
- left-story1-headline: ಮೈಸೂರಿನಲ್ಲಿ 189 ಮಂದಿ ಗಾಂಜಾ ಸೇವನೆ ಸಾಬೀತು: [33, 101, 231, 143]
- paragraph: ಸಹಕಾರ ಸಂಘಗಳು ರೈತರ ಜೀವನಾಡಿಯಾಗಿವೆ, ರೈತರನ್ನು ಆರ್ಥಿಕವಾಗಿ ಸದೃಢಗೊಳಿಸುವಲ್ಲಿ ಸಹಕಾರ ಸಂಘಗಳ ಪಾತ್ರ ಮಹತ್ವದ್ದಾಗಿದೆ. ಸಹಕಾರ ಸಂಘಗಳ ಪ್ರಯೋಜನ ಪಡೆದು ರೈತರು ಆರ್ಥಿಕವಾಗಿ ಸಬಲರಾಗಬೇಕು ಎಂದು ಶಾಸಕ ಶರತ್ ಬಚ್ಚೇಗೌಡ ಹೇಳಿದರು.: [718, 450, 928, 498]
- bbmp-story-col2: [426, 1348, 590, 1460]
- paragraph: ಕೆ.ಆರ್.ಆಸ್ಪತ್ರೆಗೆ ಶನಿವಾರ ದಿಢೀರ್ ಭೇಟಿ ನೀಡಿ ಪರಿಶೀಲನೆ ನಡೆಸಿದ ಅವರು, ವಾರ್ಡ್ ಗಳಿಗೆ ತೆರಳಿ ರೋಗಿಗಳ ಅಹವಾಲು ಆಲಿಸಿದರು. ಈ ವೇಳೆ ರೋಗಿಗಳು ಸಿಬ್ಬಂದಿ ಹಣ ಕೇಳುತ್ತಾರೆ ಎಂದು ದೂರು ನೀಡಿದರು. ಇದರಿಂದ ಸಿಟ್ಟಾದ ಉಪ ಲೋಕಾಯುಕ್ತರು ಸಿಬ್ಬಂದಿಗೆ ಎಚ್ಚರಿಕೆ ನೀಡಿದರು.: [796, 1035, 928, 1109]
- main-story-col3: [542, 276, 636, 378]
- issue-date: 03 ಆಗಸ್ಟ್ 2025: [826, 65, 896, 76]
- page-number: 6: [898, 45, 922, 85]
- paragraph: ನಗರದಲ್ಲಿ ಮಾದಕ ವಸ್ತುಗಳ ಕಾರ್ಯಾಗಿ ಪತ್ತೆಯಾದ ಹಿನ್ನೆಲೆಯಲ್ಲಿ ಕಳೆದ 4 ದಿನದಲ್ಲಿ 541 ಮಂದಿ ತಂಕಿತರನ್ನು ಶೋಧಿಸಲಾಗಿ ಶಿಕ್ಷಕರ ಕಡ್ಡಾಯದಲ್ಲಿ ತಪಾಸಣೆ ನಡೆಸಲಾಗಿದೆ. ಈ ಪೈಕಿ 189 ಮಂದಿ ಗಾಂಜಾ ಸೇವನೆ ಮಾಡಿರುವುದು ಸಾಬೀತಾಗಿದೆ ಎಂದು ನಗರ ಪೊಲೀಸ್ ಆಯುಕ್ತೆ ಸೀಮಾಲಾಟ್ಕರ್ ತಿಳಿಸಿದ್ದಾರೆ.: [30, 168, 234, 216]
- meeting-photo-caption: ವಿಧಾನಸೌಧದಲ್ಲಿ ನಡೆದ ಸಭೆಯಲ್ಲಿ ಮುಖ್ಯಮಂತ್ರಿ ಸಿದ್ದರಾಮಯ್ಯ ಹಾಗೂ ಉಪಮುಖ್ಯಮಂತ್ರಿ ಡಿ.ಕೆ.ಶಿವಕುಮಾರ್ ಅವರು ಪಾಲ್ಗೊಂಡಿದ್ದರು.: [42, 1373, 222, 1394]
- paragraph: ಕಾಂಗ್ರೆಸ್ ಸೋತಾಗ ಇವಿಎಂ ಮೇಲೆ ಆರೋಪ ಮಾಡುತ್ತಾರೆ. ಕಾಂಗ್ರೆಸ್ ಗೆದ್ದಾಗ ಇವಿಎಂ ಚೆನ್ನಾಗಿದೆ ಎನ್ನುತ್ತಾರೆ ಎಂದು ರಾಜ್ಯ ಬಿಜೆಪಿ ವಕ್ತಾರ ಎಂ.ಜಿ.ಮಹೇಶ್ ಟೀಕಿಸಿದರು.: [256, 844, 446, 879]
- left-story3-lead: [30, 818, 234, 860]
- dateline: ■ಸುದ್ದಿಮೂಲ ವಾರ್ತೆ, ಬೆಂಗಳೂರು, ಆ.2: [256, 1226, 370, 1235]
- paragraph: ಪೂರ್ವ ವಲಯದ ಪುಲಿಕೇಶಿನಗರ ವಿಭಾಗದ ವಾರ್ಡ್ ಸಂಖ್ಯೆ 31ರ ಕುಶಾಲ್ ನಗರ ರಸ್ತೆಯಲ್ಲಿ ಒತ್ತುವರಿ ತೆರವುಗೊಳಿಸಿ ಸಾರ್ವಜನಿಕರ ಸಂಚಾರಕ್ಕೆ ಅನುಕೂಲ ಮಾಡಿಕೊಡಲಾಯಿತು. ಪಾದಚಾರಿಗಳ ಸುರಕ್ಷತೆ ದೃಷ್ಟಿಯಿಂದ ಈ ಕ್ರಮ ಕೈಗೊಳ್ಳಲಾಗಿದೆ.: [766, 1294, 928, 1342]
- paragraph: ಮೈಸೂರಿನಲ್ಲಿ ಕರ್ನಾಟಕ ನಡೆಸಿದ ಕಾರ್ಯಾಚರಣೆ ವೇಳೆ 259 ಮಂದಿ ತಂಕಿತರನ್ನು ಕರೆ ತಂದು ಮಾದಕ ದ್ರವ್ಯ ಸೇವನೆ ಟೆಸ್ಟ್ ಕಿಟ್ ನಿಂದ ಪರೀಕ್ಷೆ ನಡೆಸಲಾಗಿದೆ. ಗಾಂಜಾ ಸೇವನೆ ಮಾಡಿ ಸಿಕ್ಕಿಬಿದ್ದವರ ವಿರುದ್ಧ ಪ್ರಕರಣ ದಾಖಲಿಸಿ ಕಾನೂನು ಕ್ರಮ ಕೈಗೊಳ್ಳಲಾಗುತ್ತಿದೆ. ತಪಾಸಣೆ ಕಾರ್ಯಾಚರಣೆ ಮುಂದುವರಿಯಲಿದೆ ಎಂದು ತಿಳಿಸಿದ್ದಾರೆ. ಇದೇ ಮಾದರಿ ಕಾರ್ಯಾಚರಣೆಯನ್ನು ನಗರದಾದ್ಯಂತ ವಿಸ್ತರಿಸಲಾಗುವುದು ಎಂದು ಪೊಲೀಸ್ ಮೂಲಗಳು ತಿಳಿಸಿವೆ.: [30, 223, 234, 297]
- kisan-story-col2: [484, 740, 706, 782]
- paragraph: ಆಗಸ್ಟ್ 1 ರಿಂದ ಸೆಪ್ಟೆಂಬರ್ 30, 2025ರವರೆಗೆ ನಡೆಯುವ ಈ ಅಭಿಯಾನದ ಮುಖ್ಯ ಉದ್ದೇಶ ಎಂದರೆ ಕಟ್ಟುನಿಟ್ಟಾದ ಮಾದಕ ದ್ರವ್ಯ ಮಾರಾಟ ನಿಯಂತ್ರಣ ಹಾಗೂ ಸಮುದಾಯದ ಸಹಭಾಗಿತ್ವದೊಂದಿಗೆ ಯುವಜನರನ್ನು ರಕ್ಷಿಸುವುದು ಎಂದು ಅಧಿಕಾರಿಗಳು ತಿಳಿಸಿದ್ದಾರೆ.: [642, 250, 760, 337]
- kisan-side-box: [484, 540, 704, 736]
- paragraph: ಕೇಂದ್ರ ಸರ್ಕಾರ ಆಡಿ ಸಣ್ಣ ಮತ್ತು ಅತಿ ಸಣ್ಣ ರೈತರು ಕೃಷಿಯಲ್ಲಿ ತೊಡಗಿಸಿಕೊಳ್ಳಲು ನೆರವಾಗಲು ಪ್ರಧಾನಮಂತ್ರಿ ಕಿಸಾನ್ ಸಮ್ಮಾನ್ ನಿಧಿ ಯೋಜನೆ ಜಾರಿಗೆ ತಂದಿದೆ ಎಂದು ಕೇಂದ್ರ ಸಚಿವೆ ಶೋಭಾ ಕರಂದ್ಲಾಜೆ ಹೇಳಿದರು.: [256, 478, 478, 513]
- meeting-photo: [30, 1232, 234, 1370]
- paragraph: ಜಿಲ್ಲಾಧಿಕಾರಿ ಜಿ.ಲಕ್ಷ್ಮೀಕಾಂತ್ ರೆಡ್ಡಿ, ಆಸ್ಪತ್ರೆ ಅಧೀಕ್ಷಕರು, ಲೋಕಾಯುಕ್ತ ಪೊಲೀಸ್ ಅಧಿಕಾರಿಗಳು ಹಾಜರಿದ್ದರು.: [796, 993, 928, 1028]
- paragraph: ಪೂರ್ವ ವಲಯದ ಪುಲಿಕೇಶಿನಗರ ವಿಭಾಗದ ವಾರ್ಡ್ ಸಂಖ್ಯೆ 31ರ ಕುಶಾಲ್ ನಗರ ರಸ್ತೆಯಲ್ಲಿ ಒತ್ತುವರಿ ತೆರವುಗೊಳಿಸಿ ಸಾರ್ವಜನಿಕರ ಸಂಚಾರಕ್ಕೆ ಅನುಕೂಲ ಮಾಡಿಕೊಡಲಾಯಿತು. ಪಾದಚಾರಿಗಳ ಸುರಕ್ಷತೆ ದೃಷ್ಟಿಯಿಂದ ಈ ಕ್ರಮ ಕೈಗೊಳ್ಳಲಾಗಿದೆ.: [256, 1339, 420, 1387]
- dateline: ■ಸುದ್ದಿಮೂಲ ವಾರ್ತೆ, ಕೆ.ಆರ್.ಪುರ, ಆ.2: [30, 546, 146, 555]
- left-story2-headline: ವಿಶ್ವಸ್ತನ್ಯಪಾನ ಸಪ್ತಾಹ ಆಚರಣೆ: [63, 428, 201, 444]
- paragraph: ಮಾದಕ ದ್ರವ್ಯ ಬಳಕೆ ಮತ್ತು ವ್ಯಸನಕ್ಕೆ ಒಳಗಾದವರ ಪುನರ್ವಸತಿಗೆ ಸರ್ಕಾರ ಪ್ರತ್ಯೇಕ ಕ್ರಮ ಕೈಗೊಂಡಿದ್ದು, ಆಪ್ತಸಮಾಲೋಚನೆ ಹಾಗೂ ಚಿಕಿತ್ಸಾ ಕೇಂದ್ರಗಳನ್ನು ಬಲಪಡಿಸಲಾಗುತ್ತಿದೆ. ಸಮುದಾಯ ಮಟ್ಟದಲ್ಲಿ ಸಕ್ರಿಯ ಭಾಗವಹಿಸುವಿಕೆ ಅಗತ್ಯ ಎಂದು ಸಚಿವರು ಮನವಿ ಮಾಡಿದ್ದಾರೆ.: [542, 278, 636, 378]
- main-story-col4: [642, 154, 760, 372]
- masthead: [18, 44, 930, 90]
- paragraph: ಬೆಂಗಳೂರಿನ ಜಿ.ಕೆ.ವಿ.ಕೆ ಆವರಣದಲ್ಲಿ ನಡೆದ ಪಿಎಂ ಕಿಸಾನ್ ಸಮ್ಮಾನ್ ನಿಧಿ 20ನೇ ಕಂತು ಬಿಡುಗಡೆ ಕಾರ್ಯಕ್ರಮದಲ್ಲಿ ಅವರು ಮಾತನಾಡಿದರು. ಪ್ರಧಾನಿ ನರೇಂದ್ರ ಮೋದಿ ಅವರು ವಾರಾಣಸಿಯಿಂದ ದೇಶದಾದ್ಯಂತ ರೈತರ ಖಾತೆಗೆ ನೇರವಾಗಿ ಹಣ ವರ್ಗಾವಣೆ ಮಾಡಿದರು.: [256, 520, 478, 568]
- coop-story-top: [718, 432, 928, 538]
- kr-story-col1: [660, 832, 790, 1170]
- paragraph: ಆಗಸ್ಟ್ 1 ರಿಂದ ಸೆಪ್ಟೆಂಬರ್ 30, 2025ರವರೆಗೆ ನಡೆಯುವ ಈ ಅಭಿಯಾನದ ಮುಖ್ಯ ಉದ್ದೇಶ ಎಂದರೆ ಕಟ್ಟುನಿಟ್ಟಾದ ಮಾದಕ ದ್ರವ್ಯ ಮಾರಾಟ ನಿಯಂತ್ರಣ ಹಾಗೂ ಸಮುದಾಯದ ಸಹಭಾಗಿತ್ವದೊಂದಿಗೆ ಯುವಜನರನ್ನು ರಕ್ಷಿಸುವುದು ಎಂದು ಅಧಿಕಾರಿಗಳು ತಿಳಿಸಿದ್ದಾರೆ.: [256, 279, 394, 353]
- globe-icon: ▸: [184, 68, 189, 78]
- paragraph: ನಗರದ ಎಂಟು ವಲಯಗಳಲ್ಲಿ ಪಾದಚಾರಿ ಮಾರ್ಗ ಒತ್ತುವರಿ ತೆರವು ಕಾರ್ಯಾಚರಣೆ ನಡೆಸಲಾಯಿತು.: [256, 1242, 420, 1264]
- coop-event-photo: [718, 542, 928, 622]
- breastfeeding-event-photo: [30, 450, 234, 540]
- bbmp-story-col3: [596, 1224, 760, 1460]
